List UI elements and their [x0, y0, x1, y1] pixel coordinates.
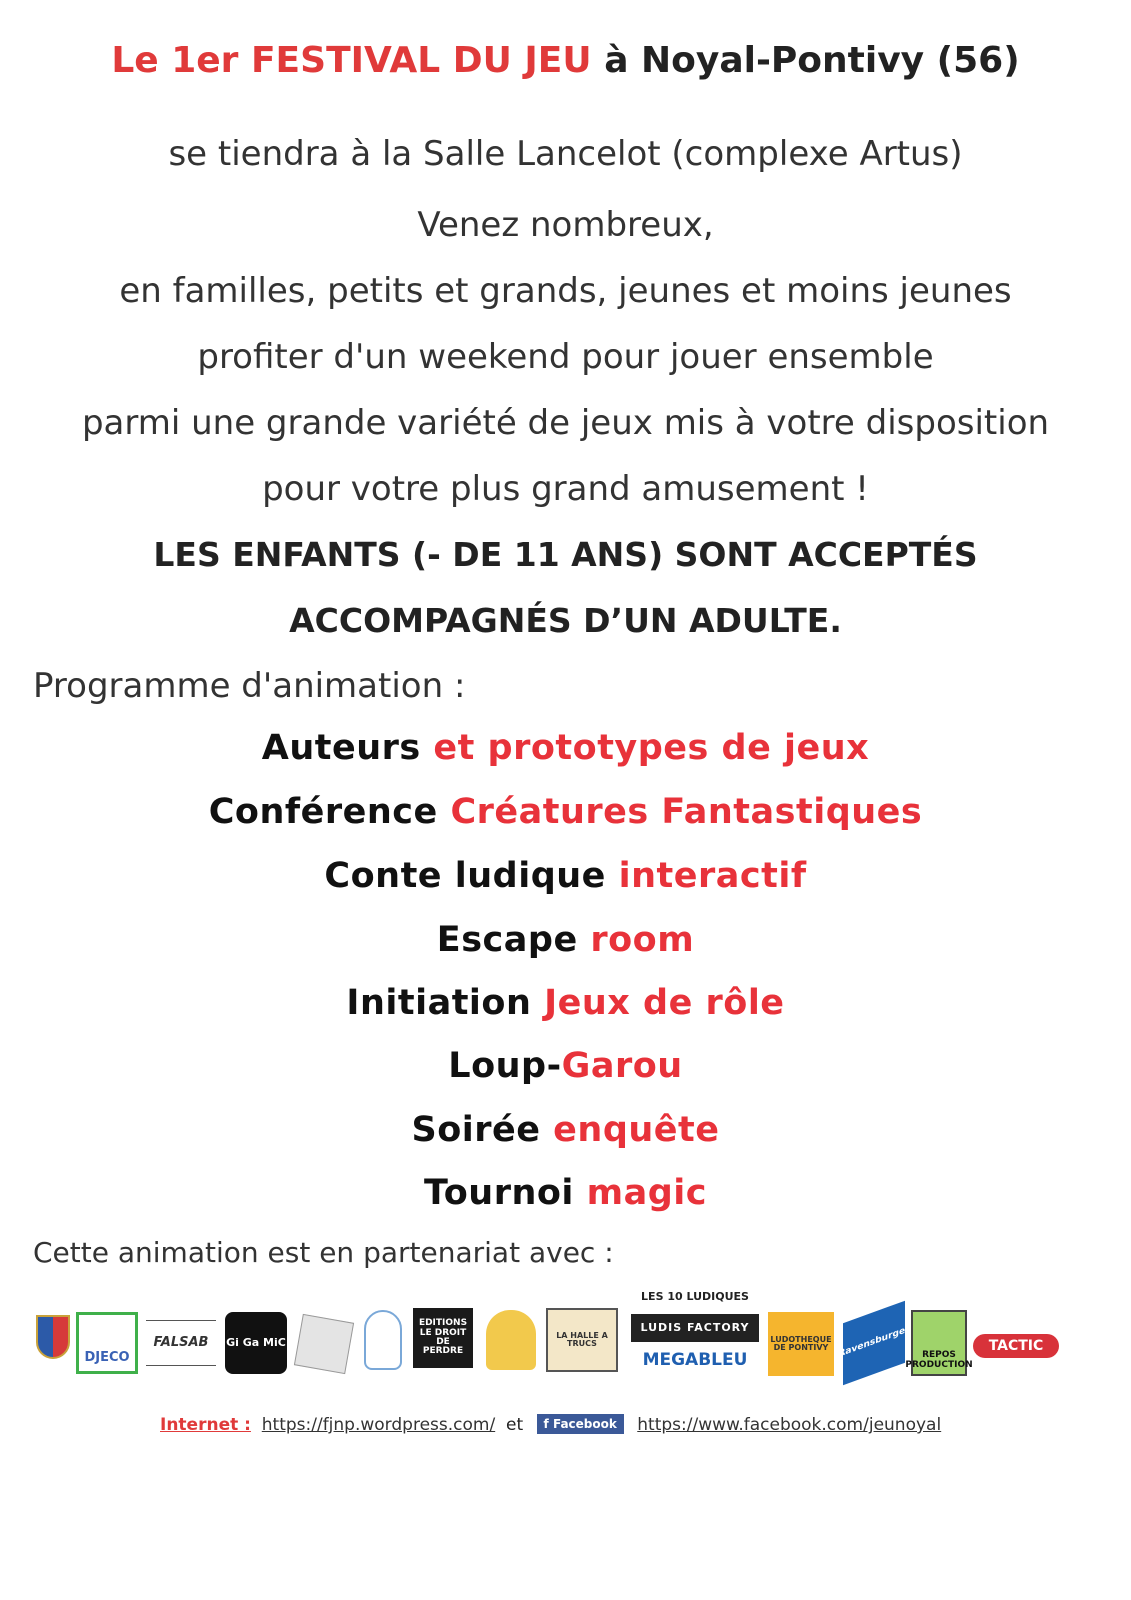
et-text: et [506, 1415, 524, 1435]
programme-item-black: Tournoi [424, 1173, 574, 1213]
intro-line-3: en familles, petits et grands, jeunes et moins jeunes [119, 271, 1012, 311]
programme-item-black: Conte ludique [324, 856, 606, 896]
facebook-label: Facebook [552, 1417, 617, 1431]
programme-item [0, 856, 1131, 896]
programme-item [0, 920, 1131, 960]
programme-item-black: Conférence [208, 792, 438, 832]
repos-production-logo: REPOS PRODUCTION [911, 1310, 967, 1376]
ravensburger-logo: Ravensburger [843, 1301, 905, 1386]
footer-links [160, 1414, 941, 1435]
programme-item [0, 1110, 1131, 1150]
intro-line-4: profiter d'un weekend pour jouer ensemble [197, 337, 934, 377]
title-location: à Noyal-Pontivy (56) [604, 40, 1020, 81]
le-droit-de-perdre-logo: EDITIONS LE DROIT DE PERDRE [413, 1308, 473, 1368]
programme-item-red: enquête [553, 1110, 720, 1150]
programme-item-red: et prototypes de jeux [433, 728, 870, 768]
gigamic-logo: Gi Ga MiC [225, 1312, 287, 1374]
facebook-icon: f [543, 1417, 549, 1431]
programme-item-black: Escape [436, 920, 578, 960]
programme-item-red: interactif [618, 856, 807, 896]
programme-item-black: Initiation [346, 983, 532, 1023]
facebook-badge [537, 1414, 624, 1434]
lapi-logo [364, 1310, 402, 1370]
programme-item-black: Soirée [411, 1110, 541, 1150]
notice-line-2: ACCOMPAGNÉS D’UN ADULTE. [289, 601, 842, 640]
programme-item [0, 983, 1131, 1023]
programme-item-red: magic [586, 1173, 707, 1213]
intro-line-5: parmi une grande variété de jeux mis à votre disposition [81, 403, 1050, 443]
mascot-logo [486, 1310, 536, 1370]
falsab-logo: FALSAB [146, 1320, 216, 1366]
intro-line-2: Venez nombreux, [417, 205, 714, 245]
programme-item-red: room [590, 920, 695, 960]
partner-logos [28, 1290, 1108, 1400]
programme-item [0, 1173, 1131, 1213]
programme-item-red: Jeux de rôle [544, 983, 785, 1023]
programme-item-red: Garou [561, 1046, 683, 1086]
les-10-ludiques-logo: LES 10 LUDIQUES [641, 1290, 749, 1304]
notice-line-1: LES ENFANTS (- DE 11 ANS) SONT ACCEPTÉS [153, 535, 978, 574]
programme-item-red: Créatures Fantastiques [450, 792, 923, 832]
dice-icon [294, 1314, 354, 1374]
programme-item-black: Loup- [448, 1046, 562, 1086]
tactic-logo: TACTIC [973, 1334, 1059, 1358]
ludis-factory-logo: LUDIS FACTORY [631, 1314, 759, 1342]
programme-heading: Programme d'animation : [33, 666, 466, 706]
megableu-logo: MEGABLEU [642, 1350, 748, 1371]
programme-item-black: Auteurs [261, 728, 421, 768]
title-festival: Le 1er FESTIVAL DU JEU [111, 40, 592, 81]
programme-item [0, 728, 1131, 768]
facebook-link[interactable]: https://www.facebook.com/jeunoyal [637, 1415, 942, 1435]
internet-label: Internet : [160, 1415, 251, 1435]
djeco-logo: DJECO [76, 1312, 138, 1374]
website-link[interactable]: https://fjnp.wordpress.com/ [261, 1415, 496, 1435]
ludotheque-pontivy-logo: LUDOTHEQUE DE PONTIVY [768, 1312, 834, 1376]
la-halle-a-trucs-logo: LA HALLE A TRUCS [546, 1308, 618, 1372]
intro-line-6: pour votre plus grand amusement ! [262, 469, 869, 509]
intro-line-1: se tiendra à la Salle Lancelot (complexe Artus) [168, 134, 963, 174]
town-crest-logo [36, 1315, 70, 1359]
partners-heading: Cette animation est en partenariat avec : [33, 1236, 614, 1269]
programme-item [0, 1046, 1131, 1086]
programme-item [0, 792, 1131, 832]
page-title [0, 40, 1131, 81]
